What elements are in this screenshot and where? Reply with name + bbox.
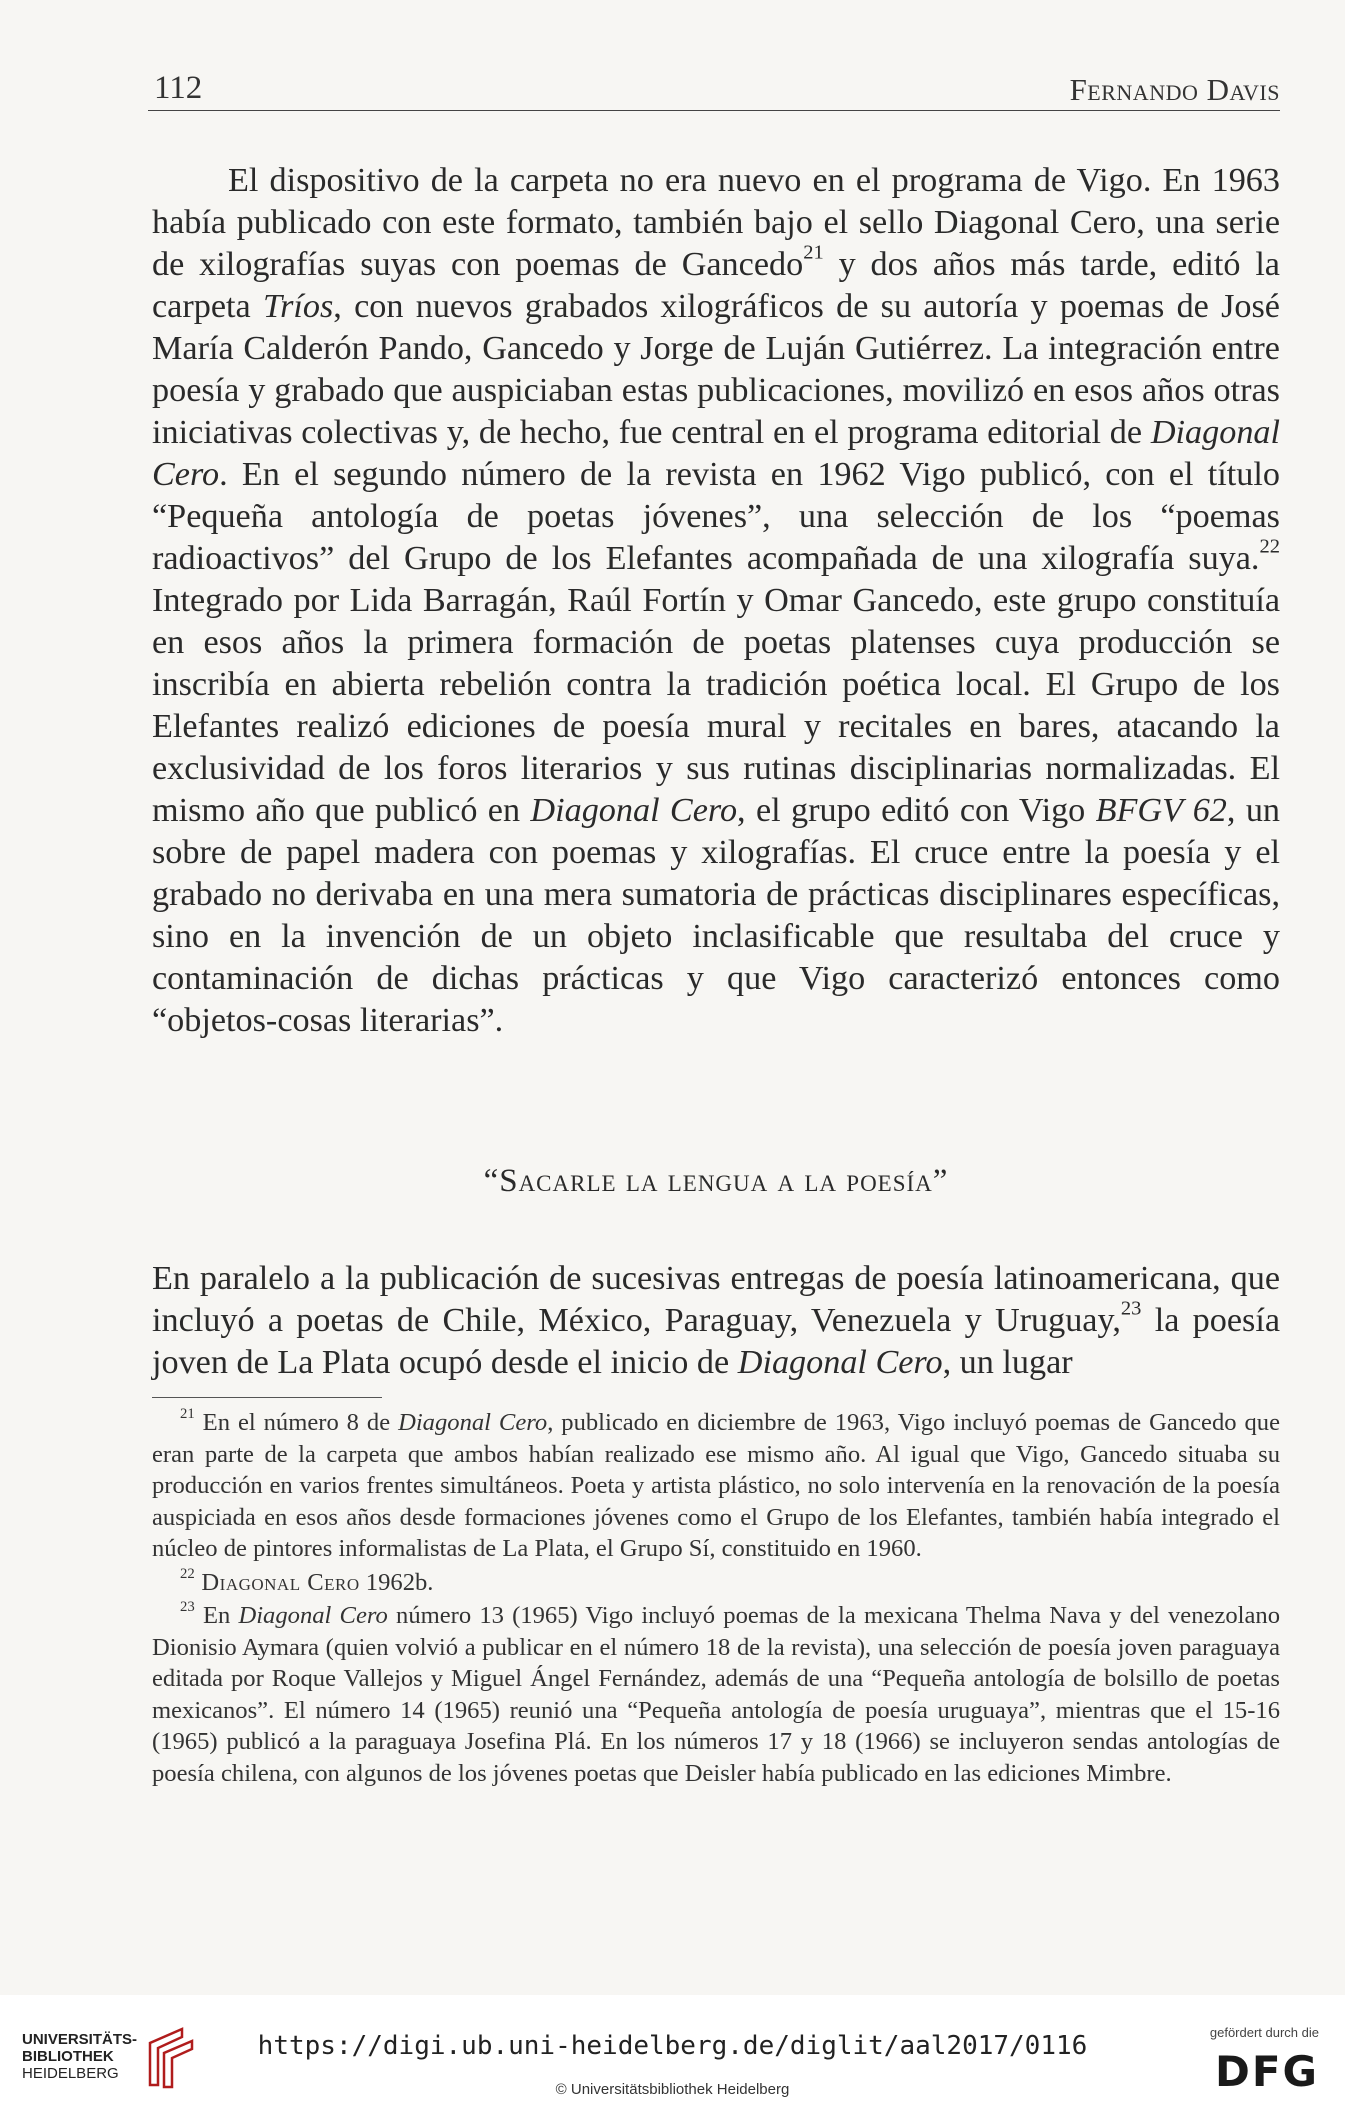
text-run: En paralelo a la publicación de sucesivas entregas de poesía latinoamericana, que incluyó a poetas de Chile, México, Paraguay, Venezuela y Uruguay, [152,1260,1280,1339]
footnotes [152,1407,1280,1791]
footnote-21 [152,1407,1280,1565]
page-number: 112 [154,70,203,106]
footnote-number: 22 [180,1565,195,1582]
body-paragraph-2 [152,1258,1280,1384]
source-url-link[interactable]: https://digi.ub.uni-heidelberg.de/diglit/aal2017/0116 [257,2031,1088,2061]
digitization-footer [0,1995,1345,2119]
footnote-number: 21 [180,1406,195,1423]
footnote-text: 1962b. [359,1568,434,1596]
library-name-line: BIBLIOTHEK [22,2048,114,2065]
text-run: . En el segundo número de la revista en 1962 Vigo publicó, con el título “Pequeña antología de poetas jóvenes”, una selección de los “poemas radioactivos” del Grupo de los Elefantes acompañada de una xilografía suya. [152,456,1280,577]
footnote-text: En [194,1602,239,1629]
footnote-text: , publicado en diciembre de 1963, Vigo incluyó poemas de Gancedo que eran parte de la carpeta que ambos habían realizado ese mismo año. Al igual que Vigo, Gancedo situaba su producción en varios frentes simultáneos. Poeta y artista plástico, no solo intervenía en la renovación de la poesía auspiciada en esos años desde formaciones jóvenes como el Grupo de los Elefantes, también había integrado el núcleo de pintores informalistas de La Plata, el Grupo Sí, constituido en 1960. [152,1409,1280,1562]
copyright-notice: © Universitätsbibliothek Heidelberg [555,2081,790,2098]
footnote-22 [152,1567,1280,1599]
text-run: Integrado por Lida Barragán, Raúl Fortín y Omar Gancedo, este grupo constituía en esos años la primera formación de poetas platenses cuya producción se inscribía en abierta rebelión contra la tradición poética local. El Grupo de los Elefantes realizó ediciones de poesía mural y recitales en bares, atacando la exclusividad de los foros literarios y sus rutinas disciplinarias normalizadas. El mismo año que publicó en [152,582,1280,829]
text-run: , un sobre de papel madera con poemas y xilografías. El cruce entre la poesía y el grabado no derivaba en una mera sumatoria de prácticas disciplinares específicas, sino en la invención de un objeto inclasificable que resultaba del cruce y contaminación de dichas prácticas y que Vigo caracterizó entonces como “objetos-cosas literarias”. [152,792,1281,1039]
footnote-text: En el número 8 de [194,1409,399,1436]
library-name-line: UNIVERSITÄTS- [22,2031,138,2048]
footnote-divider [152,1397,382,1398]
text-run: , un lugar [942,1344,1073,1381]
text-run: la poesía joven de La Plata ocupó desde el inicio de [152,1302,1281,1381]
running-header [148,66,1280,111]
footnote-ref-22[interactable]: 22 [1259,535,1280,558]
italic-title: Diagonal Cero [398,1409,548,1436]
text-run: , con nuevos grabados xilográficos de su autoría y poemas de José María Calderón Pando, Gancedo y Jorge de Luján Gutiérrez. La integración entre poesía y grabado que auspiciaban estas publicaciones, movilizó en esos años otras iniciativas colectivas y, de hecho, fue central en el programa editorial de [152,288,1280,451]
italic-title: Diagonal Cero [530,792,738,829]
italic-title: BFGV 62 [1095,792,1227,829]
funding-note: gefördert durch die [1209,2025,1319,2040]
italic-title: Tríos [262,288,334,325]
body-paragraph-1 [152,160,1280,1042]
italic-title: Diagonal Cero [238,1602,388,1629]
italic-title: Diagonal Cero [737,1344,943,1381]
library-name-line: HEIDELBERG [22,2065,119,2082]
footnote-citation: Diagonal Cero [194,1568,360,1596]
text-run: y dos años más tarde, editó la carpeta [152,246,1280,325]
dfg-logo: DFG [1214,2047,1319,2096]
footnote-number: 23 [180,1599,195,1616]
footnote-text: número 13 (1965) Vigo incluyó poemas de la mexicana Thelma Nava y del venezolano Dionisio Aymara (quien volvió a publicar en el número 18 de la revista), una selección de poesía joven paraguaya editada por Roque Vallejos y Miguel Ángel Fernández, además de una “Pequeña antología de bolsillo de poetas mexicanos”. El número 14 (1965) reunió una “Pequeña antología de poesía uruguaya”, mientras que el 15-16 (1965) publicó a la paraguaya Josefina Plá. En los números 17 y 18 (1966) se incluyeron sendas antologías de poesía chilena, con algunos de los jóvenes poetas que Deisler había publicado en las ediciones Mimbre. [152,1602,1280,1787]
text-run: El dispositivo de la carpeta no era nuevo en el programa de Vigo. En 1963 había publicado con este formato, también bajo el sello Diagonal Cero, una serie de xilografías suyas con poemas de Gancedo [152,162,1280,283]
running-head-author: Fernando Davis [1069,72,1280,107]
section-heading: “Sacarle la lengua a la poesía” [483,1163,949,1199]
text-run: , el grupo editó con Vigo [737,792,1096,829]
footnote-23 [152,1600,1280,1789]
italic-title: Diagonal Cero [152,414,1280,493]
footnote-ref-21[interactable]: 21 [803,241,824,264]
footnote-ref-23[interactable]: 23 [1120,1297,1142,1320]
